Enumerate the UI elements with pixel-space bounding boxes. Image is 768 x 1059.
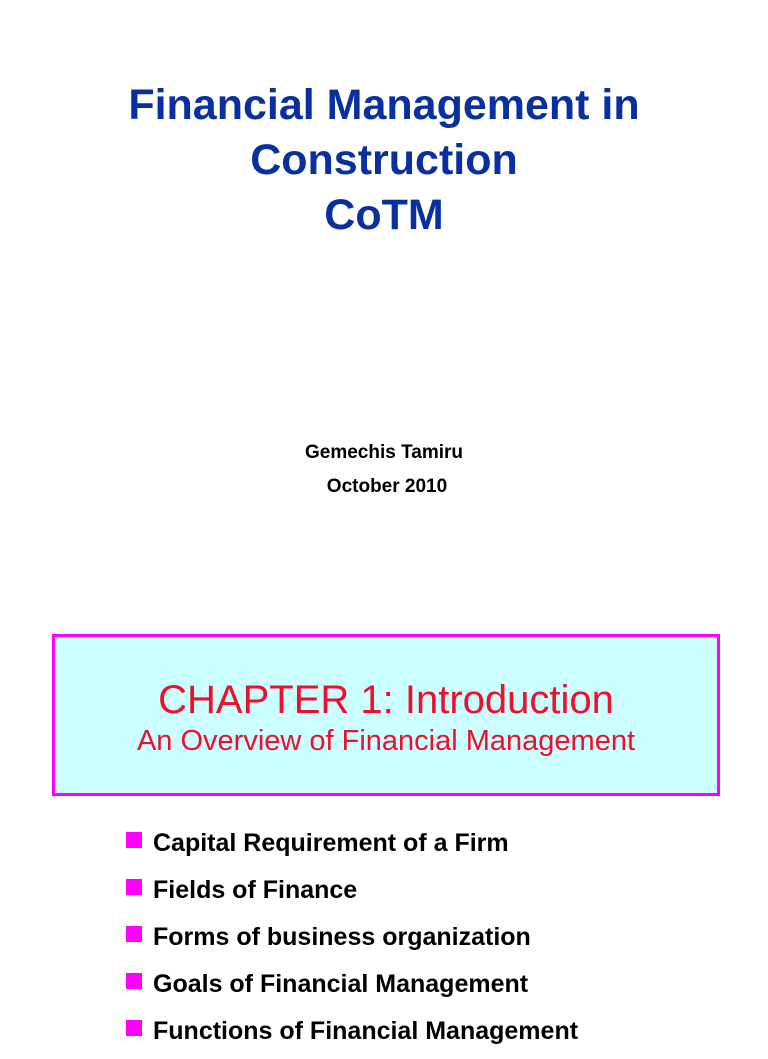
- square-bullet-icon: [126, 879, 142, 895]
- square-bullet-icon: [126, 832, 142, 848]
- chapter-heading-box: [52, 634, 720, 796]
- list-item: [126, 965, 578, 1012]
- author-block: [0, 436, 768, 504]
- list-item-label: Functions of Financial Management: [153, 1017, 579, 1045]
- chapter-title: CHAPTER 1: Introduction: [158, 678, 614, 722]
- square-bullet-icon: [126, 973, 142, 989]
- square-bullet-icon: [126, 926, 142, 942]
- document-title: [0, 78, 768, 243]
- list-item-label: Forms of business organization: [153, 923, 531, 951]
- title-line-2: Construction: [250, 136, 518, 184]
- title-line-3: CoTM: [324, 191, 444, 239]
- list-item-label: Goals of Financial Management: [153, 970, 529, 998]
- list-item: [126, 871, 578, 918]
- list-item-label: Capital Requirement of a Firm: [153, 829, 509, 857]
- topic-list: [126, 824, 578, 1059]
- list-item-label: Fields of Finance: [153, 876, 358, 904]
- publication-date: October 2010: [326, 476, 448, 497]
- chapter-subtitle: An Overview of Financial Management: [136, 725, 636, 757]
- title-line-1: Financial Management in: [128, 81, 640, 129]
- list-item: [126, 1012, 578, 1059]
- list-item: [126, 918, 578, 965]
- author-name: Gemechis Tamiru: [304, 442, 464, 463]
- list-item: [126, 824, 578, 871]
- square-bullet-icon: [126, 1020, 142, 1036]
